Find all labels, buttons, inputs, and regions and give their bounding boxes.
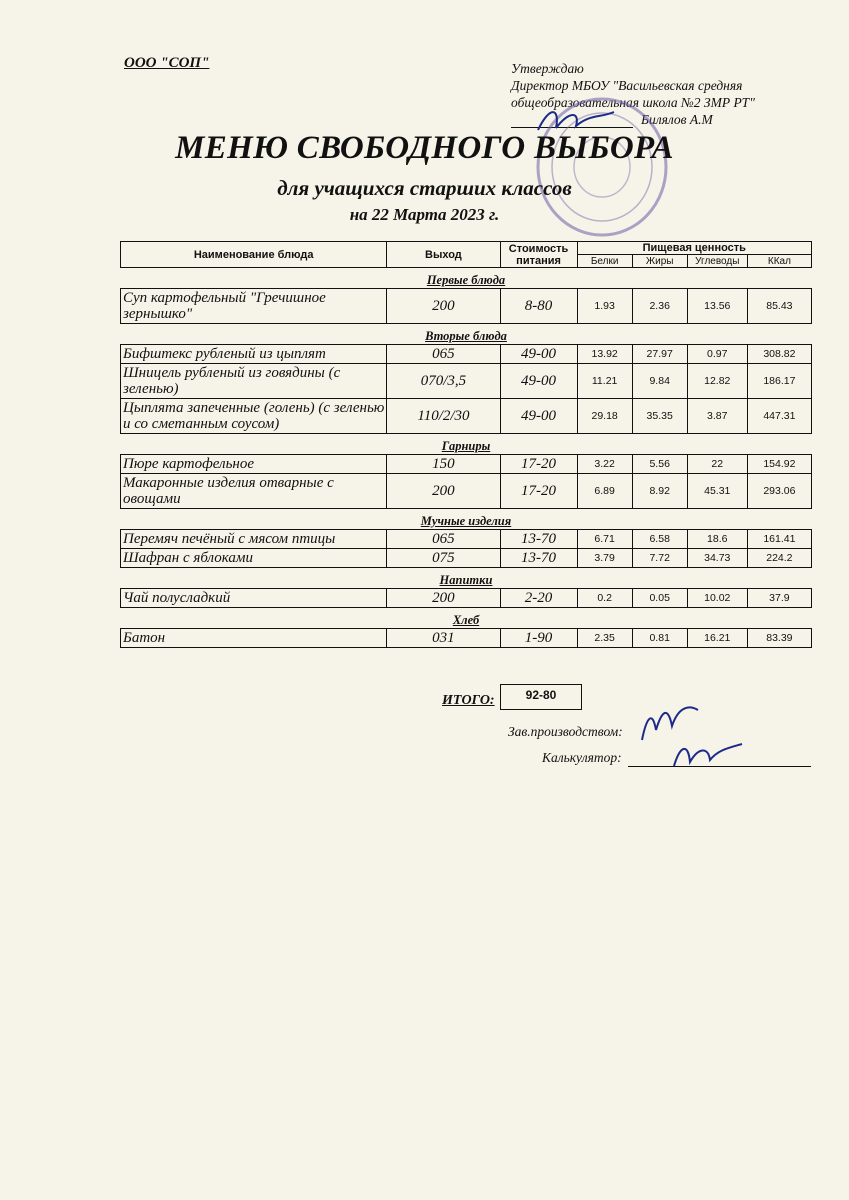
header-nutrition: Пищевая ценность (577, 242, 811, 255)
section-title: Хлеб (121, 608, 812, 629)
header-name: Наименование блюда (121, 242, 387, 268)
calculator-label: Калькулятор: (542, 750, 622, 765)
production-head-label: Зав.производством: (508, 724, 623, 739)
calculator-signature (668, 736, 748, 772)
section-title: Мучные изделия (121, 509, 812, 530)
menu-date: на 22 Марта 2023 г. (349, 205, 500, 224)
table-row: Шафран с яблоками 075 13-70 3.79 7.72 34.73 224.2 (121, 549, 812, 568)
section-title: Напитки (121, 568, 812, 589)
menu-table (120, 241, 812, 648)
table-row: Перемяч печёный с мясом птицы 065 13-70 6.71 6.58 18.6 161.41 (121, 530, 812, 549)
table-row: Батон 031 1-90 2.35 0.81 16.21 83.39 (121, 629, 812, 648)
header-cost: Стоимость питания (500, 242, 577, 268)
table-row: Бифштекс рубленый из цыплят 065 49-00 13.92 27.97 0.97 308.82 (121, 345, 812, 364)
approval-heading: Утверждаю (511, 61, 584, 76)
section-title: Гарниры (121, 434, 812, 455)
table-row: Макаронные изделия отварные с овощами 200 17-20 6.89 8.92 45.31 293.06 (121, 474, 812, 509)
table-row: Цыплята запеченные (голень) (с зеленью и со сметанным соусом) 110/2/30 49-00 29.18 35.35 3.87 447.31 (121, 399, 812, 434)
table-row: Пюре картофельное 150 17-20 3.22 5.56 22 154.92 (121, 455, 812, 474)
header-protein: Белки (577, 255, 632, 268)
organization-name: ООО "СОП" (124, 55, 210, 71)
section-title: Вторые блюда (121, 324, 812, 345)
total-value: 92-80 (500, 684, 582, 710)
section-title: Первые блюда (121, 268, 812, 289)
header-output: Выход (387, 242, 500, 268)
approval-position: Директор МБОУ "Васильевская средняя (511, 78, 743, 93)
table-row: Суп картофельный "Гречишное зернышко" 200 8-80 1.93 2.36 13.56 85.43 (121, 289, 812, 324)
page-subtitle: для учащихся старших классов (277, 176, 572, 200)
table-row: Чай полусладкий 200 2-20 0.2 0.05 10.02 37.9 (121, 589, 812, 608)
total-label: ИТОГО: (442, 693, 495, 708)
page-title: МЕНЮ СВОБОДНОГО ВЫБОРА (175, 130, 674, 166)
header-carbs: Углеводы (687, 255, 747, 268)
approval-school: общеобразовательная школа №2 ЗМР РТ" (511, 95, 755, 110)
approval-signer: Билялов А.М (641, 112, 713, 127)
table-row: Шницель рубленый из говядины (с зеленью) 070/3,5 49-00 11.21 9.84 12.82 186.17 (121, 364, 812, 399)
header-fat: Жиры (632, 255, 687, 268)
header-kcal: ККал (747, 255, 811, 268)
